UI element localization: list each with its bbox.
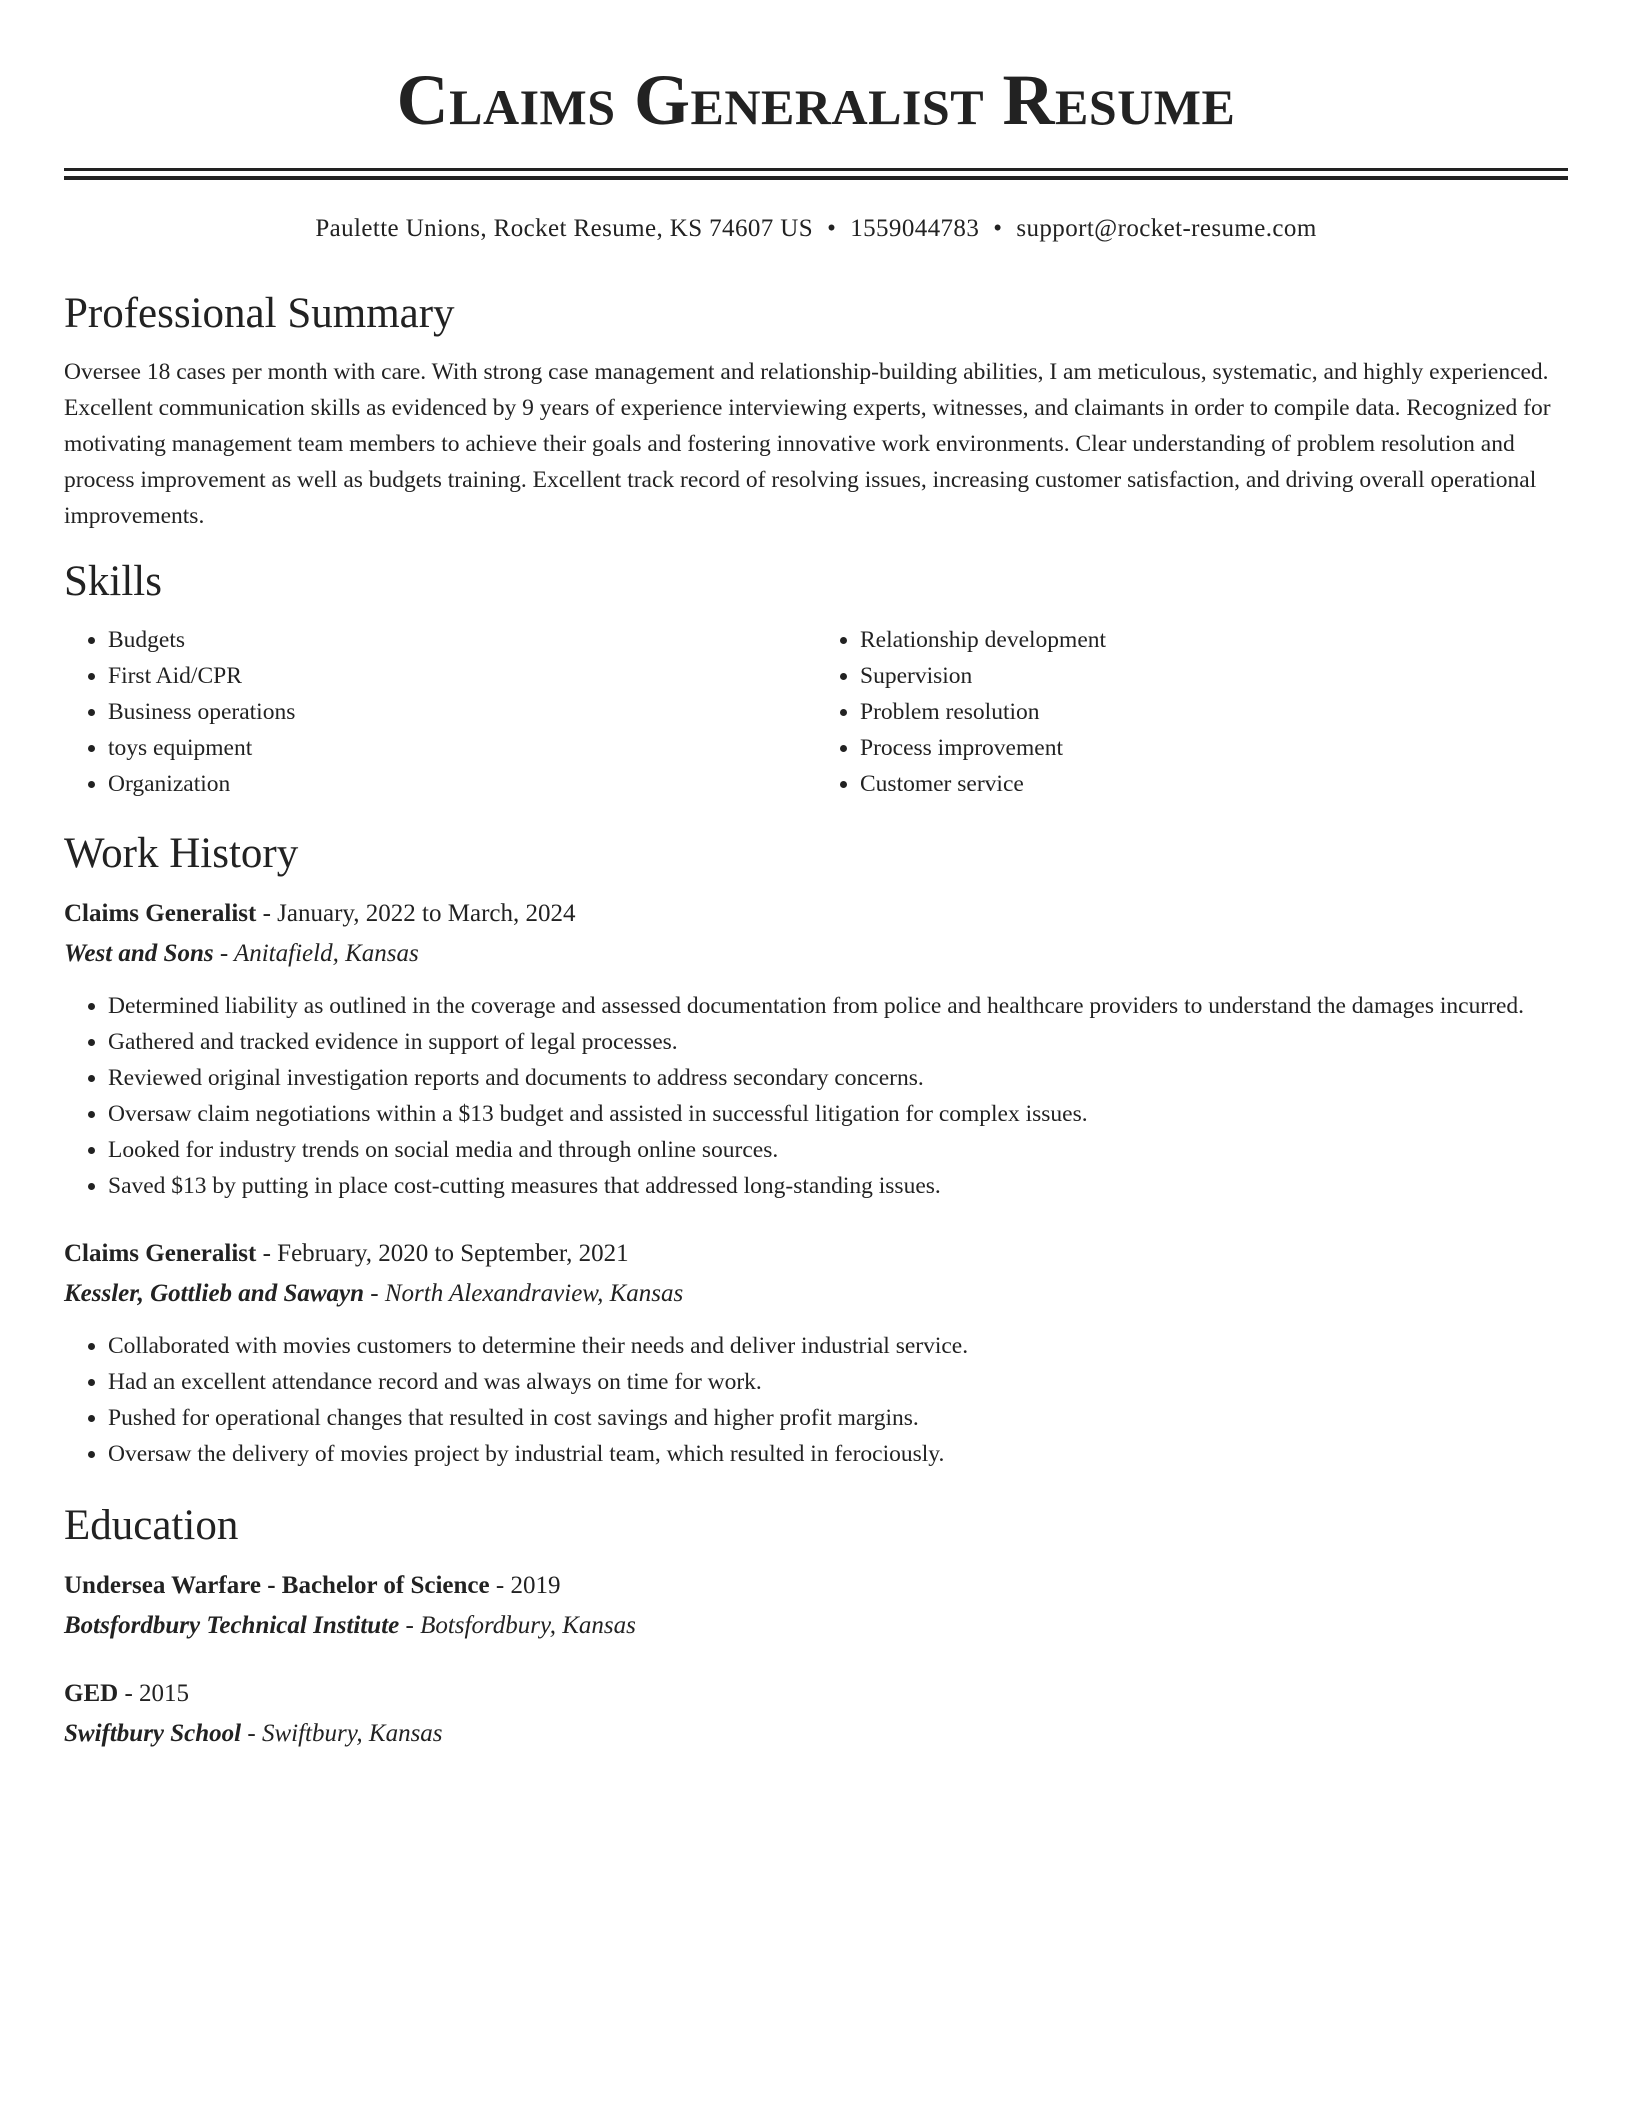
- skill-item: • Budgets: [108, 622, 816, 658]
- job-bullet: • Gathered and tracked evidence in support of legal processes.: [108, 1024, 1568, 1060]
- school-name: Swiftbury School: [64, 1720, 242, 1747]
- degree-year: - 2019: [489, 1572, 561, 1599]
- skills-list: [64, 622, 1568, 802]
- skill-item: • Process improvement: [860, 730, 1568, 766]
- job-title-line: [64, 1236, 1568, 1272]
- contact-separator: •: [827, 215, 837, 242]
- skills-heading: Skills: [64, 558, 162, 605]
- job-bullet: • Saved $13 by putting in place cost-cutting measures that addressed long-standing issues.: [108, 1168, 1568, 1204]
- job-bullet: • Determined liability as outlined in the coverage and assessed documentation from police and healthcare providers to understand the damages incurred.: [108, 988, 1568, 1024]
- contact-email[interactable]: support@rocket-resume.com: [1016, 215, 1317, 242]
- school-name: Botsfordbury Technical Institute: [64, 1612, 400, 1639]
- degree-name: Undersea Warfare - Bachelor of Science: [64, 1572, 490, 1599]
- school-line: [64, 1716, 1568, 1752]
- skill-item: • toys equipment: [108, 730, 816, 766]
- job-bullets: [64, 1328, 1568, 1472]
- degree-year: - 2015: [118, 1680, 190, 1707]
- job-title-line: [64, 896, 1568, 932]
- company-location: - Anitafield, Kansas: [213, 940, 419, 967]
- job-bullet: • Oversaw the delivery of movies project by industrial team, which resulted in ferociously.: [108, 1436, 1568, 1472]
- company-name: Kessler, Gottlieb and Sawayn: [64, 1280, 365, 1307]
- job-entry: [64, 896, 1568, 1204]
- company-name: West and Sons: [64, 940, 214, 967]
- education-heading: Education: [64, 1502, 239, 1549]
- skill-item: • Supervision: [860, 658, 1568, 694]
- contact-line: [64, 212, 1568, 246]
- degree-line: [64, 1568, 1568, 1604]
- job-title: Claims Generalist: [64, 1240, 257, 1267]
- skill-item: • Relationship development: [860, 622, 1568, 658]
- education-entry: [64, 1568, 1568, 1644]
- contact-separator: •: [993, 215, 1003, 242]
- company-line: [64, 1276, 1568, 1312]
- job-bullet: • Collaborated with movies customers to determine their needs and deliver industrial service.: [108, 1328, 1568, 1364]
- company-line: [64, 936, 1568, 972]
- job-bullet: • Pushed for operational changes that resulted in cost savings and higher profit margins.: [108, 1400, 1568, 1436]
- education-entry: [64, 1676, 1568, 1752]
- job-dates: - January, 2022 to March, 2024: [256, 900, 576, 927]
- contact-phone: 1559044783: [850, 215, 980, 242]
- skill-item: • First Aid/CPR: [108, 658, 816, 694]
- job-dates: - February, 2020 to September, 2021: [256, 1240, 629, 1267]
- school-line: [64, 1608, 1568, 1644]
- title-divider: [64, 168, 1568, 180]
- summary-heading: Professional Summary: [64, 290, 455, 337]
- work-history-heading: Work History: [64, 830, 299, 877]
- skill-item: • Problem resolution: [860, 694, 1568, 730]
- resume-title: Claims Generalist Resume: [396, 60, 1236, 140]
- job-title: Claims Generalist: [64, 900, 257, 927]
- degree-line: [64, 1676, 1568, 1712]
- job-bullet: • Reviewed original investigation reports and documents to address secondary concerns.: [108, 1060, 1568, 1096]
- contact-address: Paulette Unions, Rocket Resume, KS 74607 US: [315, 215, 814, 242]
- job-bullet: • Had an excellent attendance record and was always on time for work.: [108, 1364, 1568, 1400]
- skills-column-left: [64, 622, 816, 802]
- skills-column-right: [816, 622, 1568, 802]
- job-bullet: • Looked for industry trends on social media and through online sources.: [108, 1132, 1568, 1168]
- skill-item: • Customer service: [860, 766, 1568, 802]
- school-location: - Botsfordbury, Kansas: [399, 1612, 636, 1639]
- degree-name: GED: [64, 1680, 119, 1707]
- skill-item: • Business operations: [108, 694, 816, 730]
- skill-item: • Organization: [108, 766, 816, 802]
- job-bullets: [64, 988, 1568, 1204]
- job-entry: [64, 1236, 1568, 1472]
- job-bullet: • Oversaw claim negotiations within a $13 budget and assisted in successful litigation for complex issues.: [108, 1096, 1568, 1132]
- summary-text: Oversee 18 cases per month with care. With strong case management and relationship-building abilities, I am meticulous, systematic, and highly experienced. Excellent communication skills as evidenced by 9 years of experience interviewing experts, witnesses, and claimants in order to compile data. Recognized for motivating management team members to achieve their goals and fostering innovative work environments. Clear understanding of problem resolution and process improvement as well as budgets training. Excellent track record of resolving issues, increasing customer satisfaction, and driving overall operational improvements.: [64, 359, 1551, 529]
- company-location: - North Alexandraview, Kansas: [364, 1280, 684, 1307]
- school-location: - Swiftbury, Kansas: [241, 1720, 443, 1747]
